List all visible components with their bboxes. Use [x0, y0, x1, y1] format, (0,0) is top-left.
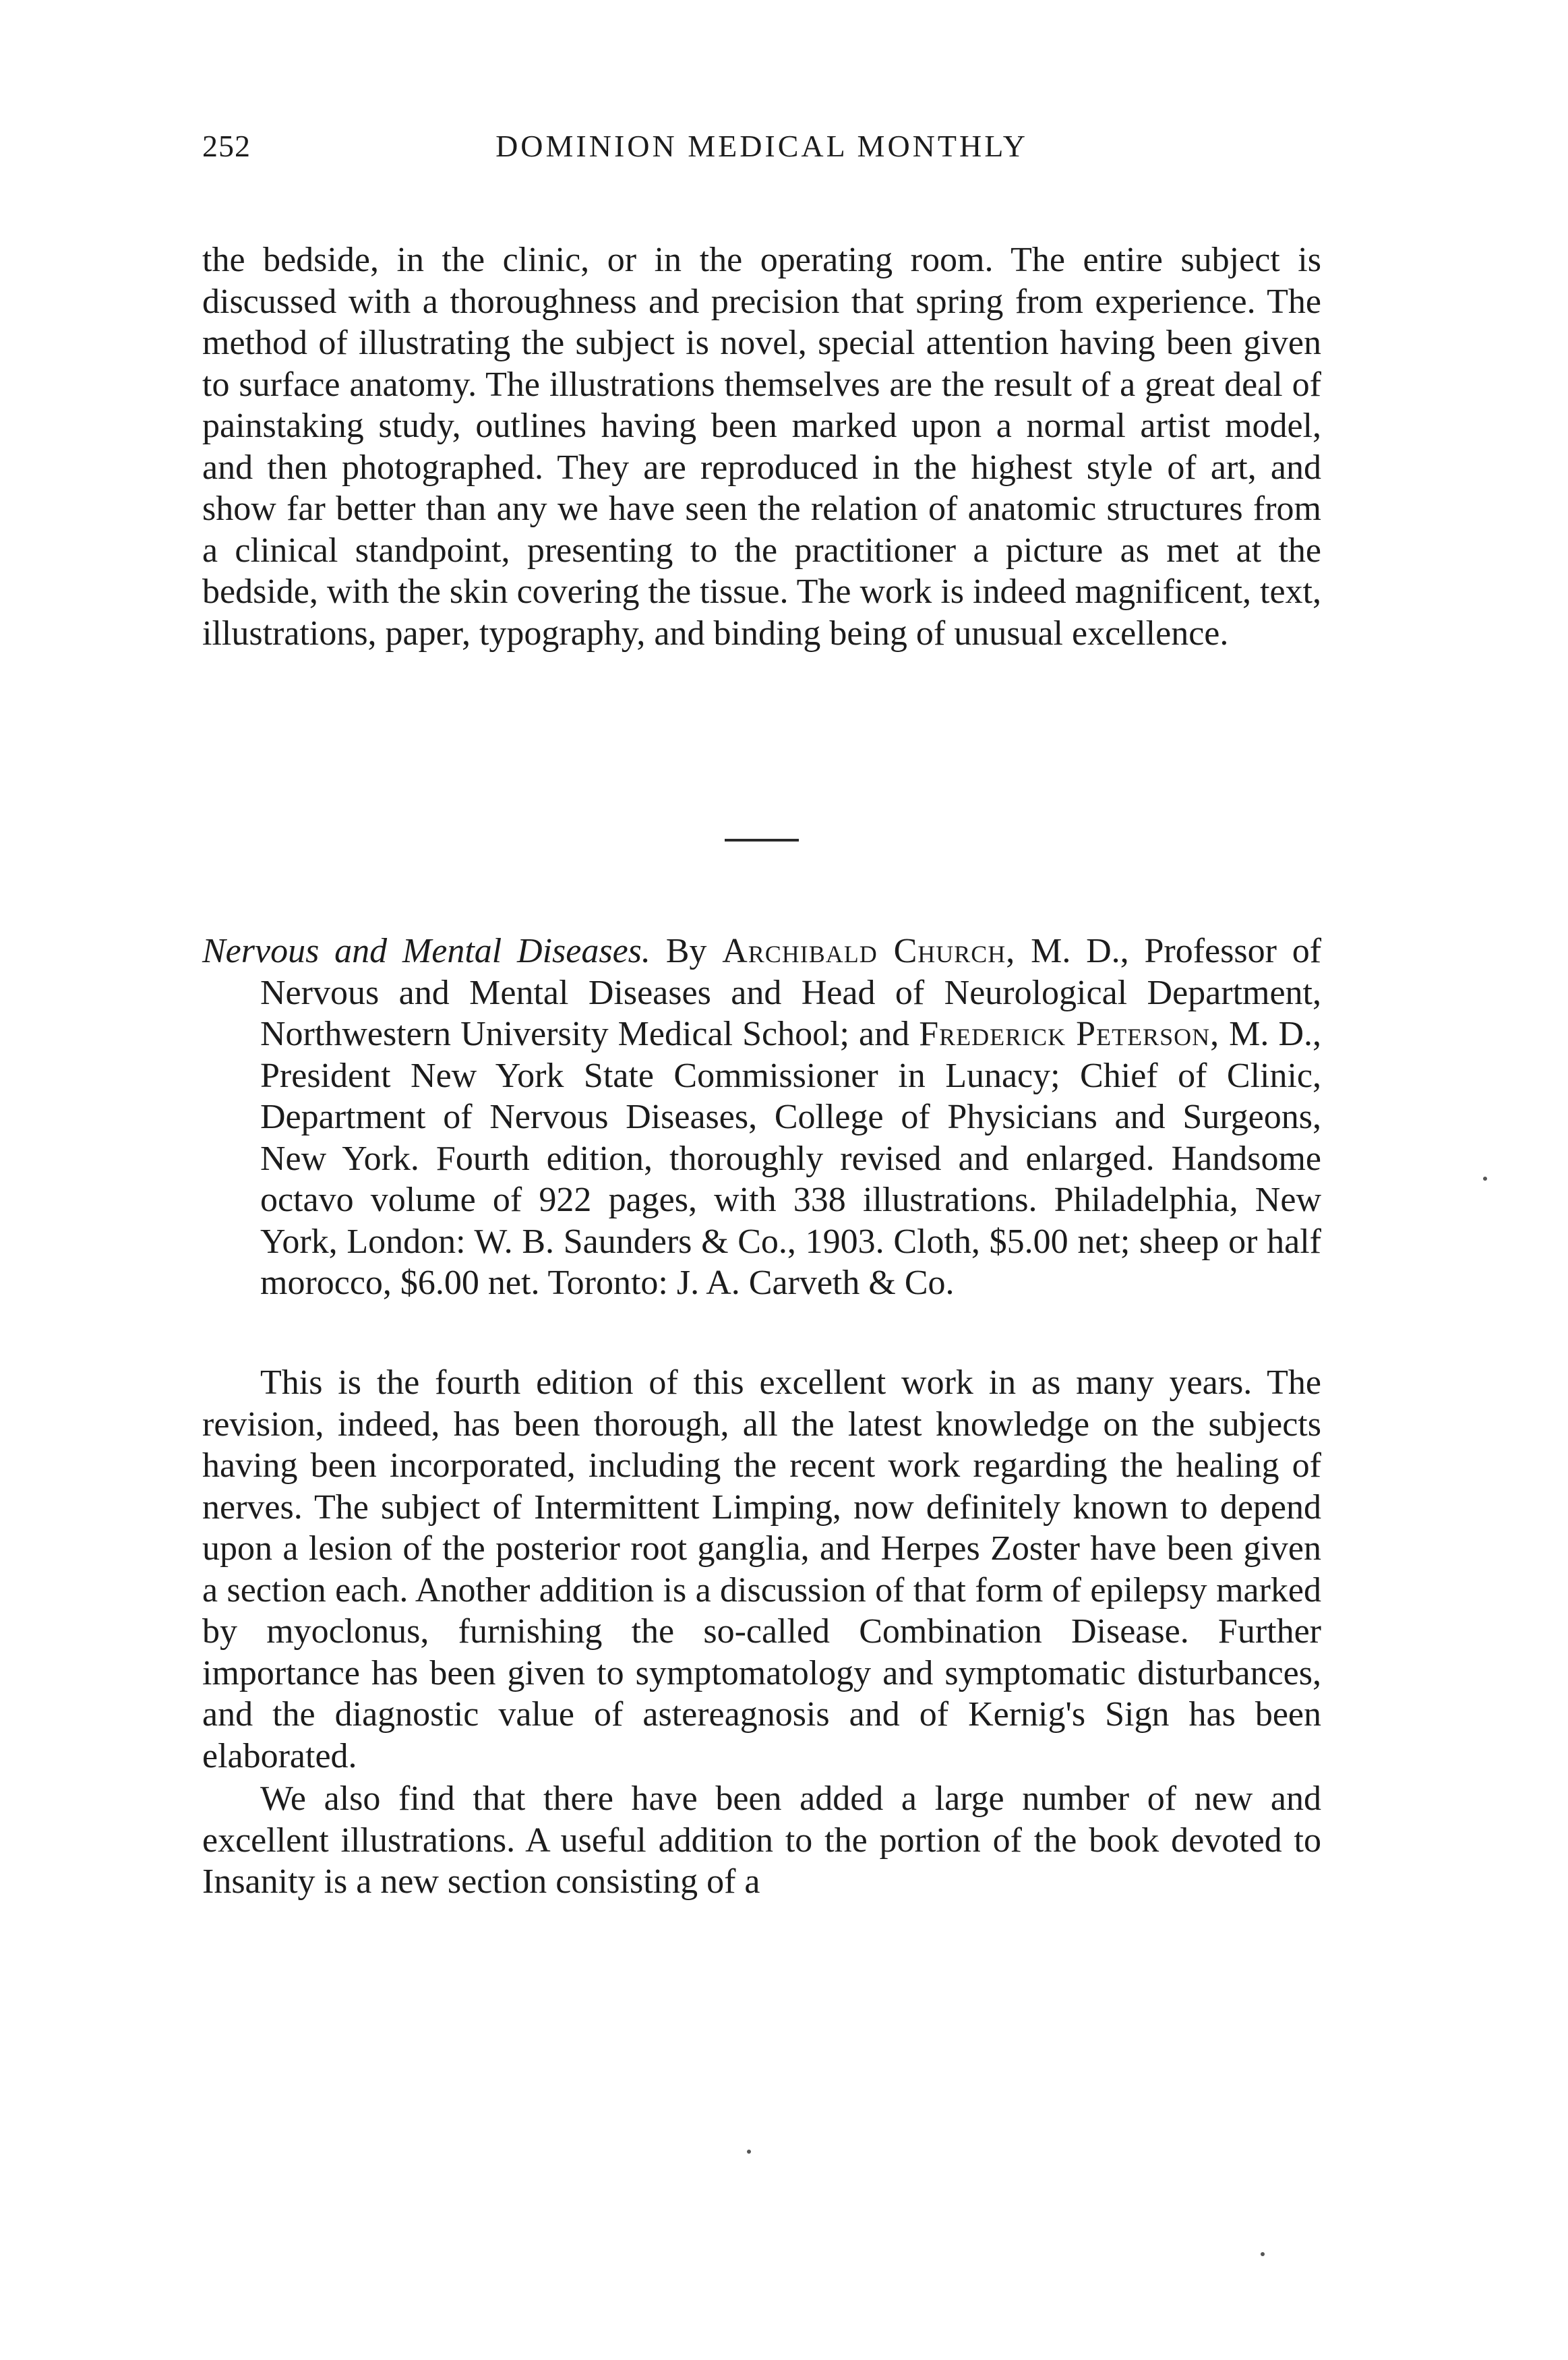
book-title: Nervous and Mental Diseases. [202, 932, 651, 970]
body-paragraph: This is the fourth edition of this excellent work in as many years. The revision, indeed, has been thorough, all the latest knowledge on the subjects having been incorporated, including the recent work regarding the healing of nerves. The subject of Intermittent Limping, now definitely known to depend upon a lesion of the posterior root ganglia, and Herpes Zoster have been given a section each. Another addition is a discussion of that form of epilepsy marked by myoclonus, furnishing the so-called Combination Disease. Further importance has been given to symptomatology and symptomatic disturbances, and the diagnostic value of astereagnosis and of Kernig's Sign has been elaborated. [202, 1363, 1321, 1775]
intro-text-block [202, 239, 1321, 654]
author-name: Frederick Peterson, [919, 1015, 1220, 1053]
running-head [202, 128, 1321, 175]
section-divider [725, 839, 799, 842]
page-number: 252 [202, 129, 251, 163]
print-speck [1261, 2252, 1265, 2256]
print-speck [747, 2150, 751, 2154]
author-name: Archibald Church, [722, 932, 1016, 970]
intro-paragraph: the bedside, in the clinic, or in the operating room. The entire subject is discussed with a thoroughness and precision that spring from experience. The method of illustrating the subject is novel, special attention having been given to surface anatomy. The illustrations themselves are the result of a great deal of painstaking study, outlines having been marked upon a normal artist model, and then photographed. They are reproduced in the highest style of art, and show far better than any we have seen the relation of anatomic structures from a clinical standpoint, presenting to the practitioner a picture as met at the bedside, with the skin covering the tissue. The work is indeed magnificent, text, illustrations, paper, typography, and binding being of unusual excellence. [202, 241, 1321, 653]
body-paragraph: We also find that there have been added a large number of new and excellent illustrations. A useful addition to the portion of the book devoted to Insanity is a new section consisting of a [202, 1779, 1321, 1901]
review-citation [202, 931, 1321, 1304]
print-speck [1483, 1177, 1487, 1181]
citation-entry [202, 931, 1321, 1304]
author-details: M. D., President New York State Commissioner in Lunacy; Chief of Clinic, Department of Nervous Diseases, College of Physicians and Surgeons, New York. Fourth edition, thoroughly revised and enlarged. Handsome octavo volume of 922 pages, with 338 illustrations. Philadelphia, New York, London: W. B. Saunders & Co., 1903. Cloth, $5.00 net; sheep or half morocco, $6.00 net. Toronto: J. A. Carveth & Co. [260, 1015, 1322, 1302]
by-label: By [665, 932, 707, 970]
review-body [202, 1362, 1321, 1903]
author-details: M. D., Professor of Nervous and Mental Diseases and Head of Neurological Department, Northwestern University Medical School; and [260, 932, 1322, 1053]
journal-title: DOMINION MEDICAL MONTHLY [495, 129, 1028, 163]
